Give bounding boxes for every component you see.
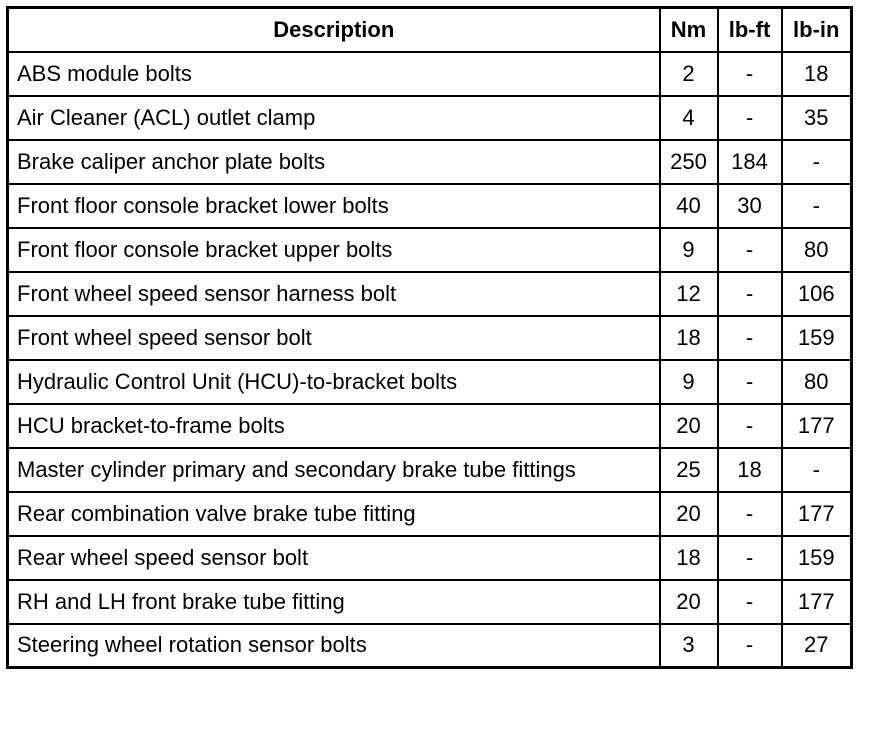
cell-lbft: - bbox=[718, 272, 782, 316]
cell-lbin: 80 bbox=[782, 228, 852, 272]
cell-nm: 40 bbox=[660, 184, 718, 228]
table-row bbox=[8, 580, 852, 624]
table-header-row bbox=[8, 8, 852, 52]
cell-lbft: - bbox=[718, 96, 782, 140]
cell-lbin: 177 bbox=[782, 404, 852, 448]
cell-nm: 20 bbox=[660, 580, 718, 624]
cell-description: RH and LH front brake tube fitting bbox=[8, 580, 660, 624]
header-nm: Nm bbox=[660, 8, 718, 52]
cell-lbft: - bbox=[718, 536, 782, 580]
cell-nm: 2 bbox=[660, 52, 718, 96]
cell-description: Hydraulic Control Unit (HCU)-to-bracket bolts bbox=[8, 360, 660, 404]
cell-lbft: 184 bbox=[718, 140, 782, 184]
cell-description: Front wheel speed sensor harness bolt bbox=[8, 272, 660, 316]
cell-description: Brake caliper anchor plate bolts bbox=[8, 140, 660, 184]
cell-lbft: 30 bbox=[718, 184, 782, 228]
cell-description: HCU bracket-to-frame bolts bbox=[8, 404, 660, 448]
torque-specifications-table bbox=[6, 6, 853, 669]
table-row bbox=[8, 492, 852, 536]
table-row bbox=[8, 316, 852, 360]
cell-nm: 18 bbox=[660, 536, 718, 580]
cell-description: Front floor console bracket lower bolts bbox=[8, 184, 660, 228]
table-row bbox=[8, 52, 852, 96]
cell-nm: 12 bbox=[660, 272, 718, 316]
cell-lbin: 106 bbox=[782, 272, 852, 316]
cell-lbin: 35 bbox=[782, 96, 852, 140]
cell-lbft: - bbox=[718, 228, 782, 272]
cell-nm: 3 bbox=[660, 624, 718, 668]
cell-description: Rear wheel speed sensor bolt bbox=[8, 536, 660, 580]
table-row bbox=[8, 536, 852, 580]
cell-lbin: - bbox=[782, 140, 852, 184]
cell-nm: 25 bbox=[660, 448, 718, 492]
cell-lbin: 80 bbox=[782, 360, 852, 404]
table-row bbox=[8, 184, 852, 228]
table-row bbox=[8, 140, 852, 184]
cell-lbft: 18 bbox=[718, 448, 782, 492]
cell-nm: 20 bbox=[660, 492, 718, 536]
table-row bbox=[8, 360, 852, 404]
cell-description: ABS module bolts bbox=[8, 52, 660, 96]
cell-lbin: 159 bbox=[782, 316, 852, 360]
cell-description: Front wheel speed sensor bolt bbox=[8, 316, 660, 360]
cell-nm: 9 bbox=[660, 360, 718, 404]
table-row bbox=[8, 96, 852, 140]
cell-lbin: 159 bbox=[782, 536, 852, 580]
header-lbft: lb-ft bbox=[718, 8, 782, 52]
table-row bbox=[8, 228, 852, 272]
cell-description: Air Cleaner (ACL) outlet clamp bbox=[8, 96, 660, 140]
cell-description: Front floor console bracket upper bolts bbox=[8, 228, 660, 272]
table-row bbox=[8, 404, 852, 448]
header-lbin: lb-in bbox=[782, 8, 852, 52]
cell-nm: 9 bbox=[660, 228, 718, 272]
cell-lbin: 27 bbox=[782, 624, 852, 668]
cell-lbin: - bbox=[782, 184, 852, 228]
table-row bbox=[8, 272, 852, 316]
cell-nm: 18 bbox=[660, 316, 718, 360]
cell-description: Steering wheel rotation sensor bolts bbox=[8, 624, 660, 668]
cell-nm: 4 bbox=[660, 96, 718, 140]
cell-lbft: - bbox=[718, 624, 782, 668]
cell-lbft: - bbox=[718, 580, 782, 624]
cell-lbin: 177 bbox=[782, 580, 852, 624]
cell-description: Rear combination valve brake tube fitting bbox=[8, 492, 660, 536]
cell-nm: 20 bbox=[660, 404, 718, 448]
cell-nm: 250 bbox=[660, 140, 718, 184]
cell-lbin: 18 bbox=[782, 52, 852, 96]
cell-lbin: 177 bbox=[782, 492, 852, 536]
table-row bbox=[8, 448, 852, 492]
cell-lbft: - bbox=[718, 404, 782, 448]
cell-lbin: - bbox=[782, 448, 852, 492]
cell-description: Master cylinder primary and secondary brake tube fittings bbox=[8, 448, 660, 492]
cell-lbft: - bbox=[718, 52, 782, 96]
header-description: Description bbox=[8, 8, 660, 52]
cell-lbft: - bbox=[718, 360, 782, 404]
cell-lbft: - bbox=[718, 492, 782, 536]
table-row bbox=[8, 624, 852, 668]
cell-lbft: - bbox=[718, 316, 782, 360]
